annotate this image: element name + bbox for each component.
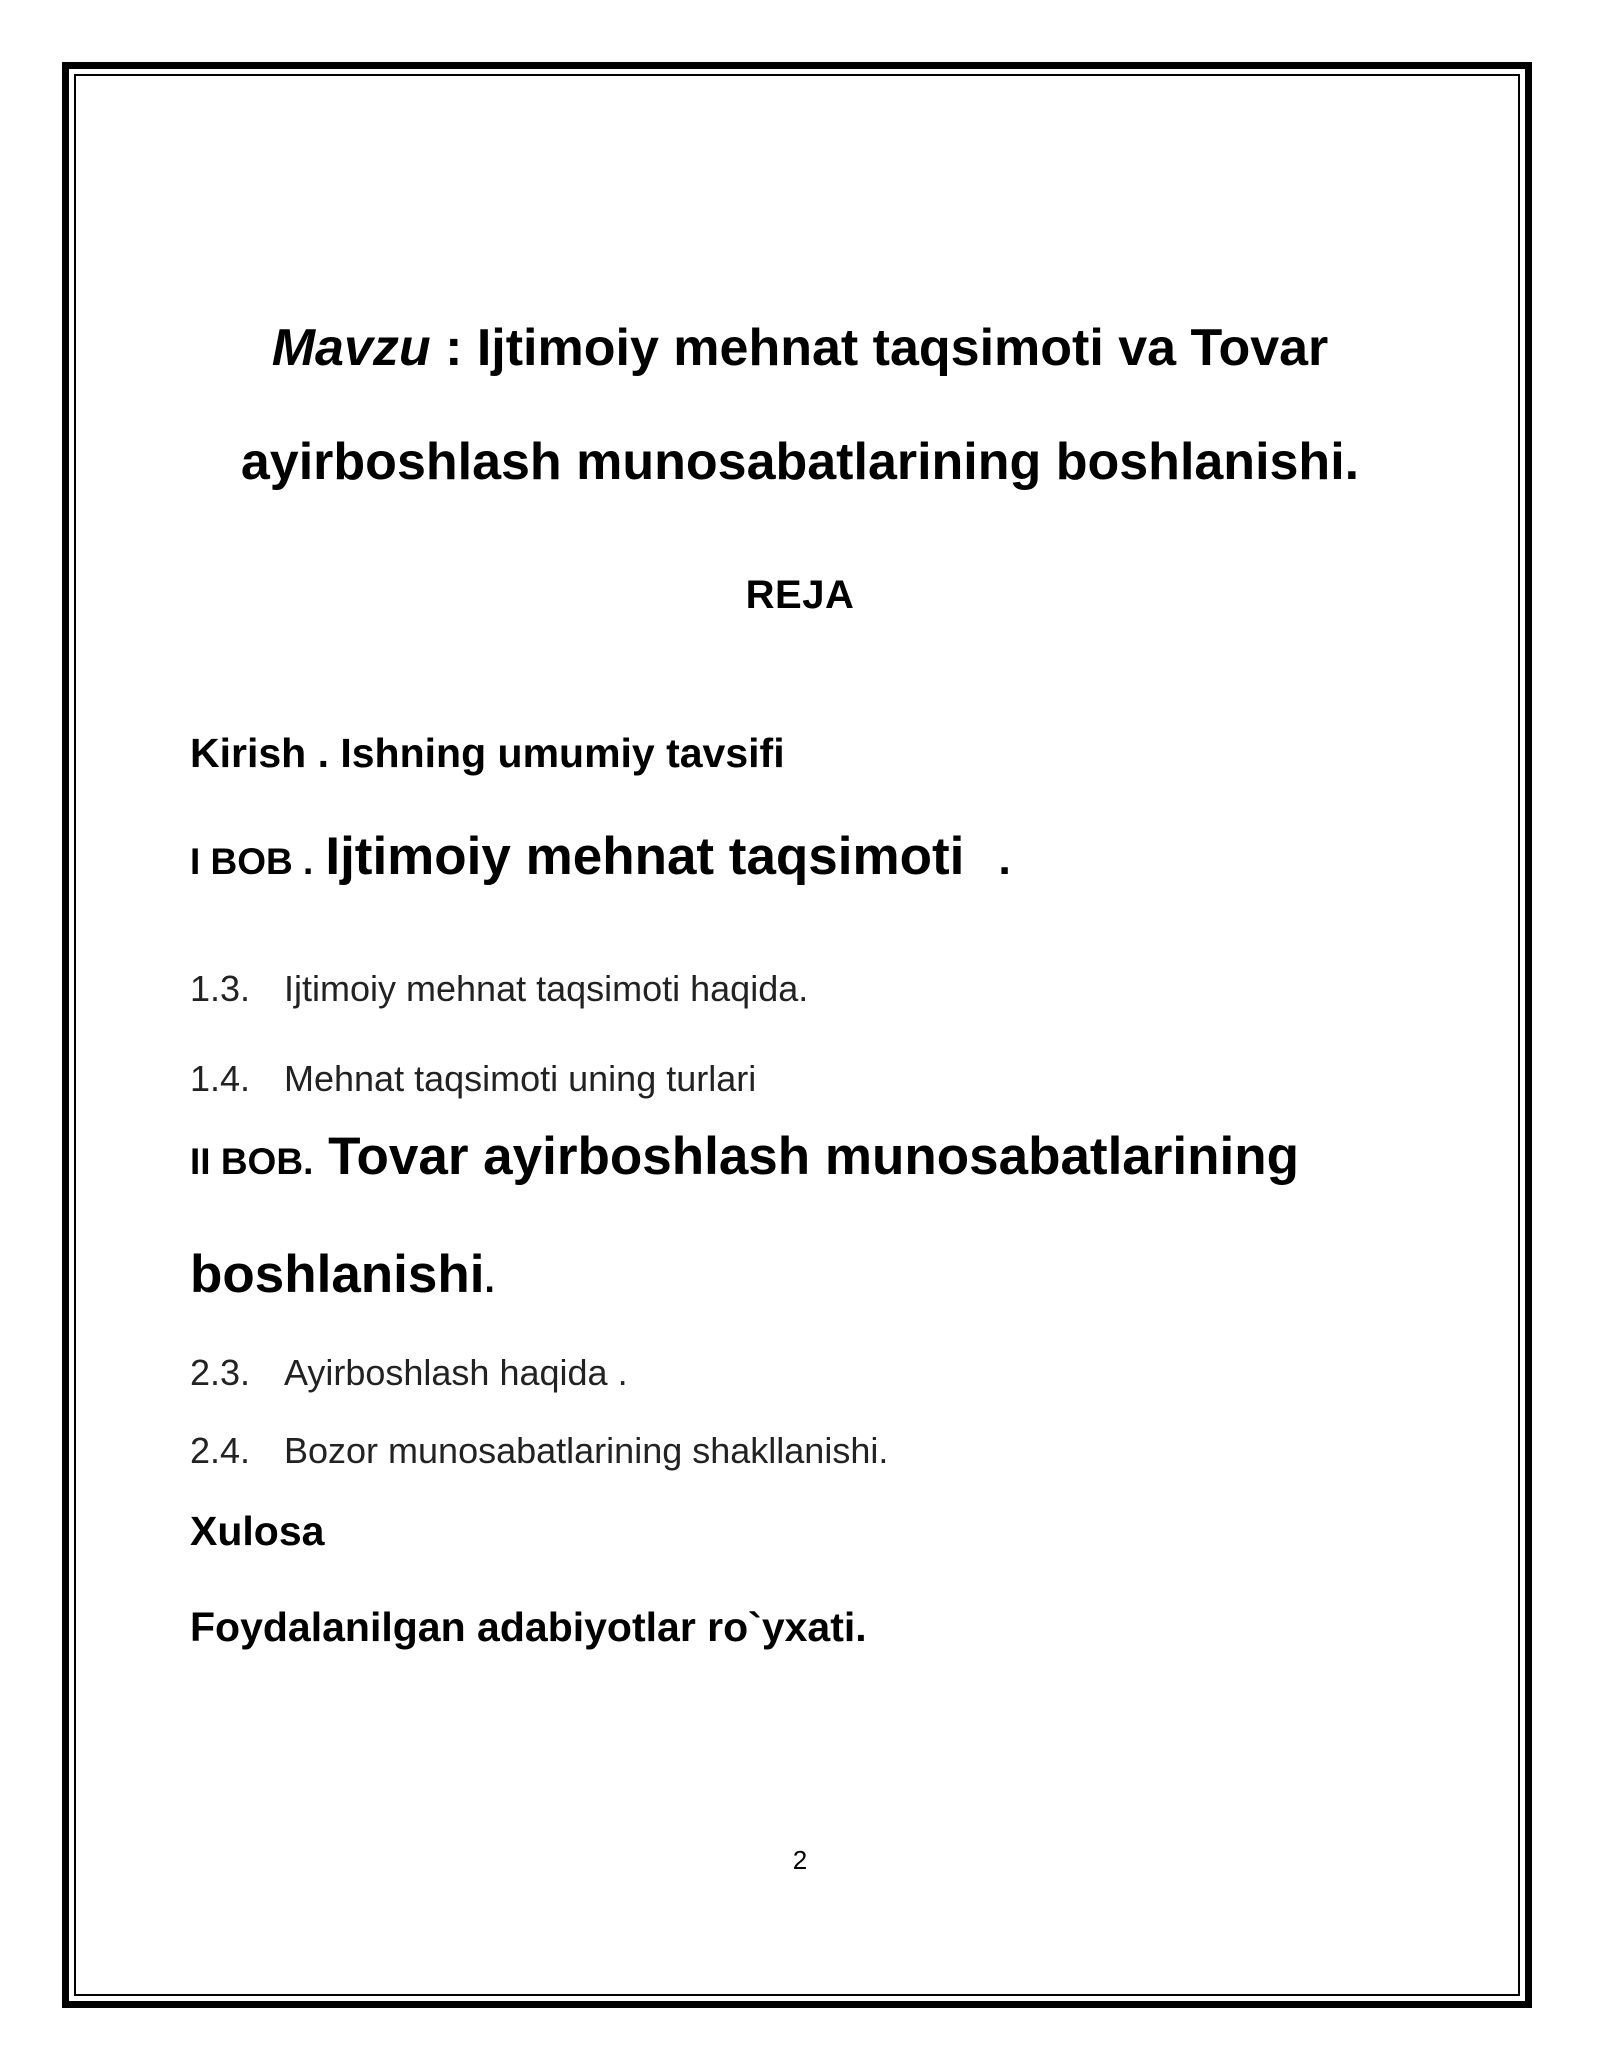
chapter-1-label: I BOB [190,841,293,882]
section-number: 1.4. [190,1058,251,1099]
chapter-1-separator: . [292,841,314,882]
chapter-1-end: . [998,833,1011,884]
section-2-4 [190,1430,888,1472]
chapter-1-heading [190,826,1011,887]
section-number: 2.4. [190,1430,251,1471]
chapter-2-title-end: . [484,1259,495,1300]
chapter-1-title: Ijtimoiy mehnat taqsimoti [325,827,965,886]
topic-title-text: : Ijtimoiy mehnat taqsimoti va Tovar [430,319,1329,377]
section-text: Ayirboshlash haqida . [284,1352,628,1393]
chapter-2-title-line-2 [190,1244,495,1305]
chapter-2-separator: . [303,1141,314,1182]
section-text: Bozor munosabatlarining shakllanishi. [284,1430,889,1471]
topic-title-line-2: ayirboshlash munosabatlarining boshlanishi. [240,433,1360,491]
intro-entry: Kirish . Ishning umumiy tavsifi [190,730,785,776]
chapter-2-label: II BOB [190,1141,304,1182]
chapter-2-title-line-2-text: boshlanishi [190,1245,485,1304]
section-text: Mehnat taqsimoti uning turlari [284,1058,757,1099]
section-number: 1.3. [190,968,251,1009]
topic-label: Mavzu [271,319,431,377]
section-number: 2.3. [190,1352,251,1393]
section-2-3 [190,1352,628,1394]
chapter-2-heading [190,1126,1299,1187]
conclusion-entry: Xulosa [190,1508,325,1554]
plan-heading: REJA [745,573,855,617]
chapter-2-title-line-1: Tovar ayirboshlash munosabatlarining [313,1127,1299,1186]
section-1-3 [190,968,808,1010]
references-entry: Foydalanilgan adabiyotlar ro`yxati. [190,1604,867,1650]
page-number: 2 [792,1845,808,1875]
section-text: Ijtimoiy mehnat taqsimoti haqida. [284,968,809,1009]
section-1-4 [190,1058,756,1100]
topic-title-line-1 [140,318,1460,378]
